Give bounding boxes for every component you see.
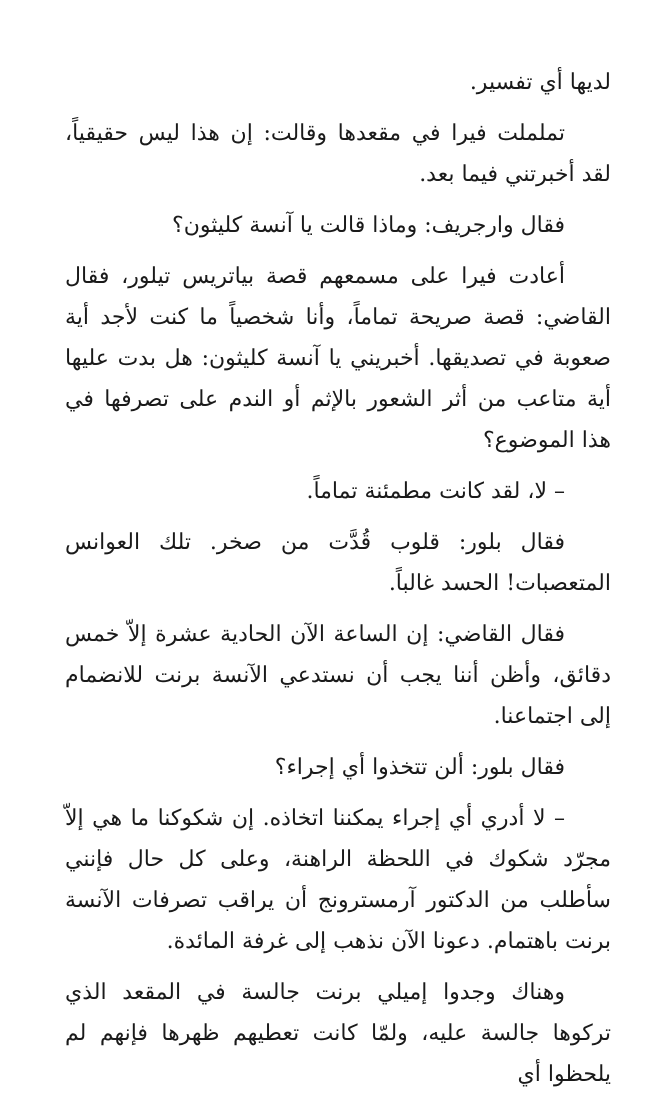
paragraph-3: فقال وارجريف: وماذا قالت يا آنسة كليثون؟ [172, 213, 565, 238]
paragraph-2: تململت فيرا في مقعدها وقالت: إن هذا ليس حقيقياً، لقد أخبرتني فيما بعد. [65, 121, 611, 187]
paragraph-7: فقال القاضي: إن الساعة الآن الحادية عشرة إلاّ خمس دقائق، وأظن أننا يجب أن نستدعي الآنسة برنت للانضمام إلى اجتماعنا. [65, 622, 611, 729]
paragraph-5: – لا، لقد كانت مطمئنة تماماً. [306, 479, 565, 504]
paragraph-8: فقال بلور: ألن تتخذوا أي إجراء؟ [274, 755, 565, 780]
paragraph-6: فقال بلور: قلوب قُدَّت من صخر. تلك العوانس المتعصبات! الحسد غالباً. [65, 530, 611, 596]
paragraph-10: وهناك وجدوا إميلي برنت جالسة في المقعد الذي تركوها جالسة عليه، ولمّا كانت تعطيهم ظهرها فإنهم لم يلحظوا أي [65, 980, 611, 1087]
book-page [65, 62, 611, 1095]
paragraph-9: – لا أدري أي إجراء يمكننا اتخاذه. إن شكوكنا ما هي إلاّ مجرّد شكوك في اللحظة الراهنة، وعلى كل حال فإنني سأطلب من الدكتور آرمسترونج أن يراقب تصرفات الآنسة برنت باهتمام. دعونا الآن نذهب إلى غرفة المائدة. [65, 806, 611, 954]
paragraph-1: لديها أي تفسير. [469, 70, 611, 95]
paragraph-4: أعادت فيرا على مسمعهم قصة بياتريس تيلور، فقال القاضي: قصة صريحة تماماً، وأنا شخصياً ما كنت لأجد أية صعوبة في تصديقها. أخبريني يا آنسة كليثون: هل بدت عليها أية متاعب من أثر الشعور بالإثم أو الندم على تصرفها في هذا الموضوع؟ [65, 264, 611, 453]
